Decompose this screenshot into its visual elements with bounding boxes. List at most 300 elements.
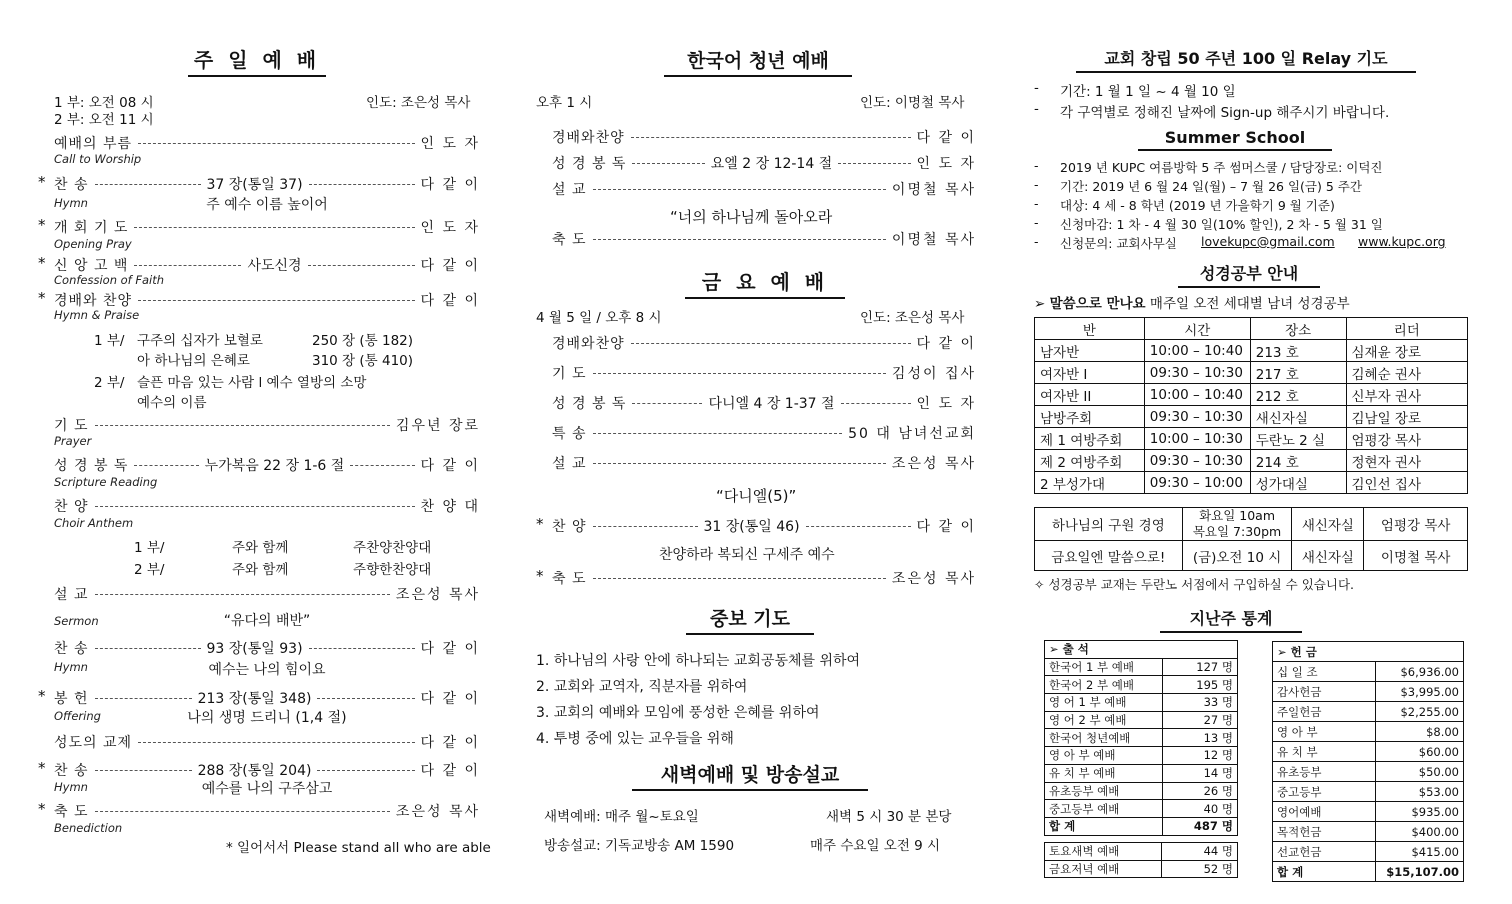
- order-item-leader: 인 도 자: [916, 396, 977, 412]
- table-header-row: [1273, 642, 1464, 662]
- order-item-english: Benediction: [54, 821, 123, 835]
- dash-line: [841, 403, 911, 404]
- order-item-name: 성도의 교제: [54, 735, 133, 751]
- order-row: [552, 179, 976, 199]
- summer-school-title: Summer School: [1138, 128, 1332, 151]
- table-row: [1273, 822, 1464, 842]
- order-item-leader: 이명철 목사: [891, 232, 976, 248]
- table-row: [1035, 508, 1468, 541]
- table-row: [1273, 722, 1464, 742]
- stat-label: 유초등부: [1273, 762, 1376, 782]
- bullet: -: [1034, 177, 1039, 192]
- col-header: 반: [1035, 318, 1145, 340]
- table-cell: 김혜순 권사: [1346, 362, 1467, 384]
- order-item-name: 축 도: [552, 232, 587, 248]
- order-item-english: Prayer: [54, 434, 92, 448]
- prayer-item: 2. 교회와 교역자, 직분자를 위하여: [536, 679, 748, 695]
- stat-label: 영 아 부: [1273, 722, 1376, 742]
- table-cell: 217 호: [1250, 362, 1346, 384]
- order-item-leader: 다 같 이: [420, 293, 480, 309]
- class-time: [1182, 508, 1292, 541]
- dash-line: [95, 648, 201, 649]
- order-item-name: 예배의 부름: [54, 136, 133, 152]
- dash-line: [95, 698, 192, 699]
- order-item-name: 축 도: [54, 804, 89, 820]
- order-item-english: Confession of Faith: [54, 273, 165, 287]
- prayer-item: 4. 투병 중에 있는 교우들을 위해: [536, 731, 734, 747]
- class-leader: 엄평강 목사: [1364, 508, 1468, 541]
- table-cell: 남자반: [1035, 340, 1145, 362]
- order-item-english: Opening Pray: [54, 237, 132, 251]
- stat-value: $15,107.00: [1376, 862, 1464, 882]
- table-row: [1045, 817, 1238, 835]
- class-time: (금)오전 10 시: [1182, 541, 1292, 571]
- order-item-subtitle: 예수는 나의 힘이요: [208, 662, 326, 678]
- order-row: [54, 760, 480, 780]
- order-item-name: 기 도: [552, 366, 587, 382]
- email-link[interactable]: lovekupc@gmail.com: [1201, 234, 1335, 249]
- dash-line: [308, 265, 415, 266]
- bible-study-subtitle-text: 매주일 오전 세대별 남녀 성경공부: [1149, 296, 1350, 312]
- order-item-detail: 31 장(통일 46): [703, 519, 800, 535]
- order-row: [54, 133, 480, 153]
- col-header: 시간: [1144, 318, 1250, 340]
- stat-value: 33 명: [1162, 694, 1237, 712]
- order-item-name: 설 교: [552, 456, 587, 472]
- order-row: [54, 290, 480, 310]
- table-row: [1273, 762, 1464, 782]
- praise-song-3: 슬픈 마음 있는 사람 l 예수 열방의 소망: [137, 375, 367, 391]
- class-place: 새신자실: [1292, 508, 1364, 541]
- order-item-detail: 37 장(통일 37): [206, 177, 303, 193]
- bible-study-subtitle: [1034, 292, 1350, 312]
- order-row: [54, 688, 480, 708]
- stat-label: 주일헌금: [1273, 702, 1376, 722]
- star-marker: *: [38, 289, 46, 307]
- order-item-subtitle: “유다의 배반”: [223, 613, 311, 629]
- table-row: [1035, 428, 1468, 450]
- order-item-name: 봉 헌: [54, 691, 89, 707]
- stat-value: $935.00: [1376, 802, 1464, 822]
- order-row: [54, 496, 480, 516]
- bible-study-table: [1034, 317, 1468, 494]
- stat-label: 한국어 청년예배: [1045, 729, 1163, 747]
- table-cell: 213 호: [1250, 340, 1346, 362]
- order-item-english: Offering: [54, 709, 101, 723]
- attendance-table-2: [1044, 842, 1238, 878]
- stat-label: 선교헌금: [1273, 842, 1376, 862]
- dash-line: [593, 463, 886, 464]
- order-item-name: 기 도: [54, 418, 89, 434]
- order-row: [552, 153, 976, 173]
- praise-part-2: 2 부/: [94, 375, 125, 391]
- stat-label: 십 일 조: [1273, 662, 1376, 682]
- order-item-leader: 김성이 집사: [891, 366, 976, 382]
- youth-sermon-title: “너의 하나님께 돌아오라: [670, 208, 833, 226]
- stats-title: 지난주 통계: [1160, 606, 1302, 633]
- table-cell: 제 2 여방주회: [1035, 450, 1145, 472]
- attendance-rows: [1045, 658, 1238, 835]
- table-cell: 212 호: [1250, 384, 1346, 406]
- choir-song-2: 주와 함께: [232, 562, 289, 578]
- table-row: [1273, 802, 1464, 822]
- dawn-service-info: 새벽예배: 매주 월~토요일: [544, 809, 699, 825]
- broadcast-time: 매주 수요일 오전 9 시: [810, 838, 941, 854]
- table-row: [1045, 711, 1238, 729]
- order-row: [54, 455, 480, 475]
- praise-song-1: 구주의 십자가 보혈로: [137, 333, 263, 349]
- dash-line: [138, 300, 414, 301]
- stat-label: 영 어 1 부 예배: [1045, 694, 1163, 712]
- dash-line: [631, 343, 911, 344]
- order-item-detail: 93 장(통일 93): [206, 641, 303, 657]
- choir-song-1: 주와 함께: [232, 540, 289, 556]
- table-cell: 09:30 – 10:30: [1144, 406, 1250, 428]
- order-item-leader: 다 같 이: [420, 691, 481, 707]
- dash-line: [134, 227, 414, 228]
- order-item-english: Choir Anthem: [54, 516, 134, 530]
- order-item-name: 경배와찬양: [552, 130, 625, 146]
- relay-prayer-title: 교회 창립 50 주년 100 일 Relay 기도: [1076, 46, 1416, 73]
- table-cell: 제 1 여방주회: [1035, 428, 1145, 450]
- order-item-name: 성 경 봉 독: [552, 156, 627, 172]
- class-leader: 이명철 목사: [1364, 541, 1468, 571]
- stat-value: $2,255.00: [1376, 702, 1464, 722]
- order-item-leader: 다 같 이: [420, 458, 481, 474]
- star-marker: *: [38, 759, 46, 777]
- service-time-2: 2 부: 오전 11 시: [54, 112, 154, 128]
- order-item-name: 신 앙 고 백: [54, 258, 129, 274]
- stat-label: 영어예배: [1273, 802, 1376, 822]
- table-row: [1035, 541, 1468, 571]
- order-item-leader: 이명철 목사: [891, 182, 976, 198]
- table-cell: 10:00 – 10:40: [1144, 340, 1250, 362]
- order-item-leader: 다 같 이: [420, 735, 480, 751]
- order-item-leader: 인 도 자: [420, 136, 480, 152]
- youth-time: 오후 1 시: [536, 95, 593, 111]
- attendance-header: ➢ 출 석: [1045, 641, 1238, 659]
- order-item-leader: 인 도 자: [916, 156, 976, 172]
- class-time-2: 목요일 7:30pm: [1192, 524, 1282, 539]
- bullet: -: [1034, 158, 1039, 173]
- order-item-name: 경배와찬양: [552, 336, 625, 352]
- table-cell: 10:00 – 10:40: [1144, 384, 1250, 406]
- sunday-service-title: 주 일 예 배: [188, 44, 326, 77]
- dash-line: [95, 770, 192, 771]
- order-row: [552, 363, 976, 383]
- class-place: 새신자실: [1292, 541, 1364, 571]
- table-cell: 09:30 – 10:30: [1144, 362, 1250, 384]
- order-item-leader: 조은성 목사: [395, 587, 480, 603]
- star-marker: *: [536, 515, 544, 533]
- class-name: 금요일엔 말씀으로!: [1035, 541, 1183, 571]
- dash-line: [317, 770, 414, 771]
- youth-service-title: 한국어 청년 예배: [664, 46, 852, 77]
- friday-song-title: 찬양하라 복되신 구세주 예수: [659, 547, 835, 563]
- dash-line: [838, 163, 910, 164]
- order-item-leader: 다 같 이: [916, 336, 976, 352]
- col-header: 리더: [1346, 318, 1467, 340]
- order-item-leader: 조은성 목사: [395, 804, 480, 820]
- order-item-name: 축 도: [552, 571, 587, 587]
- friday-time: 4 월 5 일 / 오후 8 시: [536, 310, 662, 326]
- bullet: -: [1034, 80, 1039, 96]
- dash-line: [350, 465, 414, 466]
- order-item-leader: 다 같 이: [420, 763, 481, 779]
- offering-table: [1272, 641, 1464, 882]
- offering-rows: [1273, 662, 1464, 882]
- order-row: [552, 229, 976, 249]
- relay-period: 기간: 1 월 1 일 ~ 4 월 10 일: [1060, 84, 1236, 100]
- table-cell: 신부자 권사: [1346, 384, 1467, 406]
- dash-line: [309, 184, 415, 185]
- dawn-service-time: 새벽 5 시 30 분 본당: [826, 809, 952, 825]
- table-row: [1045, 782, 1238, 800]
- order-item-leader: 조은성 목사: [891, 456, 976, 472]
- star-marker: *: [38, 800, 46, 818]
- order-row: [54, 732, 480, 752]
- table-row: [1045, 676, 1238, 694]
- table-row: [1035, 472, 1468, 494]
- dash-line: [593, 189, 886, 190]
- arrow-icon: ➢: [1034, 296, 1046, 312]
- col-header: 장소: [1250, 318, 1346, 340]
- dash-line: [138, 742, 414, 743]
- table-row: [1273, 662, 1464, 682]
- order-item-detail: 다니엘 4 장 1-37 절: [708, 396, 835, 412]
- table-cell: 여자반 I: [1035, 362, 1145, 384]
- order-row: [552, 423, 976, 443]
- order-item-english: Hymn: [54, 780, 88, 794]
- dash-line: [593, 239, 886, 240]
- stat-label: 영 어 2 부 예배: [1045, 711, 1163, 729]
- stat-label: 금요저녁 예배: [1045, 860, 1162, 878]
- offering-header: ➢ 헌 금: [1273, 642, 1464, 662]
- stat-label: 유 치 부: [1273, 742, 1376, 762]
- order-row: [54, 638, 480, 658]
- order-row: [54, 174, 480, 194]
- praise-num-1: 250 장 (통 182): [312, 333, 414, 349]
- relay-signup: 각 구역별로 정해진 날짜에 Sign-up 해주시기 바랍니다.: [1060, 105, 1390, 121]
- order-item-name: 설 교: [552, 182, 587, 198]
- dash-line: [134, 265, 241, 266]
- choir-team-1: 주찬양찬양대: [353, 540, 432, 556]
- order-item-name: 찬 양: [552, 519, 587, 535]
- table-cell: 10:00 – 10:30: [1144, 428, 1250, 450]
- order-item-name: 성 경 봉 독: [54, 458, 129, 474]
- stat-label: 한국어 1 부 예배: [1045, 658, 1163, 676]
- stat-value: 13 명: [1162, 729, 1237, 747]
- dash-line: [95, 184, 201, 185]
- summer-item: 2019 년 KUPC 여름방학 5 주 썸머스쿨 / 담당장로: 이덕진: [1060, 160, 1383, 175]
- praise-song-4: 예수의 이름: [137, 395, 207, 411]
- order-row: [54, 415, 480, 435]
- stat-label: 합 계: [1045, 817, 1163, 835]
- table-cell: 성가대실: [1250, 472, 1346, 494]
- table-row: [1273, 682, 1464, 702]
- order-item-detail: 사도신경: [247, 258, 302, 274]
- dash-line: [95, 594, 390, 595]
- dawn-broadcast-title: 새벽예배 및 방송설교: [632, 760, 868, 791]
- attendance-rows-2: [1045, 843, 1238, 878]
- dash-line: [309, 648, 415, 649]
- table-cell: 엄평강 목사: [1346, 428, 1467, 450]
- broadcast-info: 방송설교: 기독교방송 AM 1590: [544, 838, 735, 854]
- sunday-leader: 인도: 조은성 목사: [366, 95, 471, 111]
- order-row: [54, 255, 480, 275]
- order-item-leader: 다 같 이: [916, 130, 976, 146]
- dash-line: [593, 373, 886, 374]
- stat-label: 영 아 부 예배: [1045, 747, 1163, 765]
- order-row: [552, 127, 976, 147]
- table-row: [1035, 384, 1468, 406]
- intercession-title: 중보 기도: [686, 604, 814, 635]
- table-row: [1035, 406, 1468, 428]
- order-item-subtitle: 주 예수 이름 높이어: [206, 197, 328, 213]
- order-item-english: Hymn: [54, 660, 88, 674]
- order-item-leader: 김우년 장로: [395, 418, 480, 434]
- order-row: [54, 584, 480, 604]
- table-cell: 여자반 II: [1035, 384, 1145, 406]
- service-time-1: 1 부: 오전 08 시: [54, 95, 154, 111]
- table-cell: 2 부성가대: [1035, 472, 1145, 494]
- table-row: [1273, 742, 1464, 762]
- bullet: -: [1034, 215, 1039, 230]
- dash-line: [593, 433, 843, 434]
- order-row: [552, 333, 976, 353]
- table-row: [1045, 843, 1238, 861]
- order-item-leader: 다 같 이: [420, 641, 481, 657]
- stat-value: $50.00: [1376, 762, 1464, 782]
- order-item-english: Hymn & Praise: [54, 308, 140, 322]
- dash-line: [317, 698, 414, 699]
- table-cell: 김인선 집사: [1346, 472, 1467, 494]
- order-item-subtitle: 나의 생명 드리니 (1,4 절): [187, 710, 347, 726]
- dash-line: [632, 163, 704, 164]
- table-header-row: [1035, 318, 1468, 340]
- order-item-leader: 50 대 남녀선교회: [848, 426, 976, 442]
- order-item-english: Scripture Reading: [54, 475, 158, 489]
- dash-line: [95, 506, 415, 507]
- order-item-leader: 다 같 이: [420, 258, 481, 274]
- order-row: [552, 393, 976, 413]
- stat-label: 유초등부 예배: [1045, 782, 1163, 800]
- table-cell: 09:30 – 10:00: [1144, 472, 1250, 494]
- stat-label: 목적헌금: [1273, 822, 1376, 842]
- class-time-1: 화요일 10am: [1199, 508, 1276, 523]
- friday-service-title: 금 요 예 배: [685, 266, 845, 299]
- stat-value: 14 명: [1162, 764, 1237, 782]
- stat-label: 유 치 부 예배: [1045, 764, 1163, 782]
- stat-value: 26 명: [1162, 782, 1237, 800]
- bible-study-note: ✧ 성경공부 교재는 두란노 서점에서 구입하실 수 있습니다.: [1034, 577, 1354, 592]
- table-row: [1273, 862, 1464, 882]
- order-item-detail: 요엘 2 장 12-14 절: [710, 156, 833, 172]
- order-item-english: Call to Worship: [54, 152, 142, 166]
- order-item-detail: 288 장(통일 204): [197, 763, 312, 779]
- stat-value: $415.00: [1376, 842, 1464, 862]
- order-item-name: 찬 양: [54, 499, 89, 515]
- bible-study-title: 성경공부 안내: [1178, 261, 1320, 288]
- order-item-name: 찬 송: [54, 763, 89, 779]
- order-item-detail: 213 장(통일 348): [197, 691, 312, 707]
- stat-label: 감사헌금: [1273, 682, 1376, 702]
- table-cell: 심재윤 장로: [1346, 340, 1467, 362]
- dash-line: [134, 465, 198, 466]
- table-row: [1273, 782, 1464, 802]
- table-row: [1045, 694, 1238, 712]
- summer-item: 신청마감: 1 차 - 4 월 30 일(10% 할인), 2 차 - 5 월 31 일: [1060, 217, 1383, 232]
- friday-sermon-title: “다니엘(5)”: [716, 487, 797, 505]
- order-item-leader: 다 같 이: [916, 519, 977, 535]
- bible-study-rows: [1035, 340, 1468, 494]
- website-link[interactable]: www.kupc.org: [1358, 234, 1446, 249]
- order-item-detail: 누가복음 22 장 1-6 절: [204, 458, 345, 474]
- praise-song-2: 아 하나님의 은혜로: [137, 353, 250, 369]
- table-row: [1035, 340, 1468, 362]
- class-name: 하나님의 구원 경영: [1035, 508, 1183, 541]
- order-item-name: 설 교: [54, 587, 89, 603]
- table-cell: 김남일 장로: [1346, 406, 1467, 428]
- stat-label: 중고등부: [1273, 782, 1376, 802]
- stat-value: 40 명: [1162, 800, 1237, 818]
- star-marker: *: [38, 687, 46, 705]
- star-marker: *: [38, 216, 46, 234]
- stat-label: 합 계: [1273, 862, 1376, 882]
- dash-line: [593, 526, 698, 527]
- choir-part-1: 1 부/: [134, 540, 165, 556]
- table-row: [1045, 747, 1238, 765]
- choir-team-2: 주향한찬양대: [353, 562, 432, 578]
- table-row: [1045, 764, 1238, 782]
- order-item-name: 개 회 기 도: [54, 220, 129, 236]
- stat-label: 한국어 2 부 예배: [1045, 676, 1163, 694]
- attendance-table: [1044, 640, 1238, 836]
- table-row: [1273, 842, 1464, 862]
- dash-line: [593, 578, 886, 579]
- prayer-item: 1. 하나님의 사랑 안에 하나되는 교회공동체를 위하여: [536, 653, 861, 669]
- order-item-subtitle: 예수를 나의 구주삼고: [201, 781, 333, 797]
- table-row: [1273, 702, 1464, 722]
- star-marker: *: [536, 567, 544, 585]
- order-item-leader: 찬 양 대: [420, 499, 480, 515]
- contact-label: 신청문의: 교회사무실: [1060, 236, 1177, 251]
- stat-value: $400.00: [1376, 822, 1464, 842]
- stat-value: $6,936.00: [1376, 662, 1464, 682]
- order-row: [54, 801, 480, 821]
- stat-value: $53.00: [1376, 782, 1464, 802]
- choir-part-2: 2 부/: [134, 562, 165, 578]
- stat-label: 토요새벽 예배: [1045, 843, 1162, 861]
- stand-note: * 일어서서 Please stand all who are able: [226, 840, 491, 856]
- stat-value: 27 명: [1162, 711, 1237, 729]
- order-item-name: 찬 송: [54, 177, 89, 193]
- table-cell: 214 호: [1250, 450, 1346, 472]
- dash-line: [806, 526, 911, 527]
- stat-value: 195 명: [1162, 676, 1237, 694]
- order-row: [552, 453, 976, 473]
- order-item-name: 성 경 봉 독: [552, 396, 627, 412]
- order-row: [54, 217, 480, 237]
- table-cell: 09:30 – 10:30: [1144, 450, 1250, 472]
- order-item-name: 경배와 찬양: [54, 293, 133, 309]
- dash-line: [631, 137, 911, 138]
- order-item-leader: 조은성 목사: [891, 571, 976, 587]
- table-cell: 남방주회: [1035, 406, 1145, 428]
- stat-value: $8.00: [1376, 722, 1464, 742]
- order-row: [552, 568, 976, 588]
- summer-item: 기간: 2019 년 6 월 24 일(월) – 7 월 26 일(금) 5 주간: [1060, 179, 1362, 194]
